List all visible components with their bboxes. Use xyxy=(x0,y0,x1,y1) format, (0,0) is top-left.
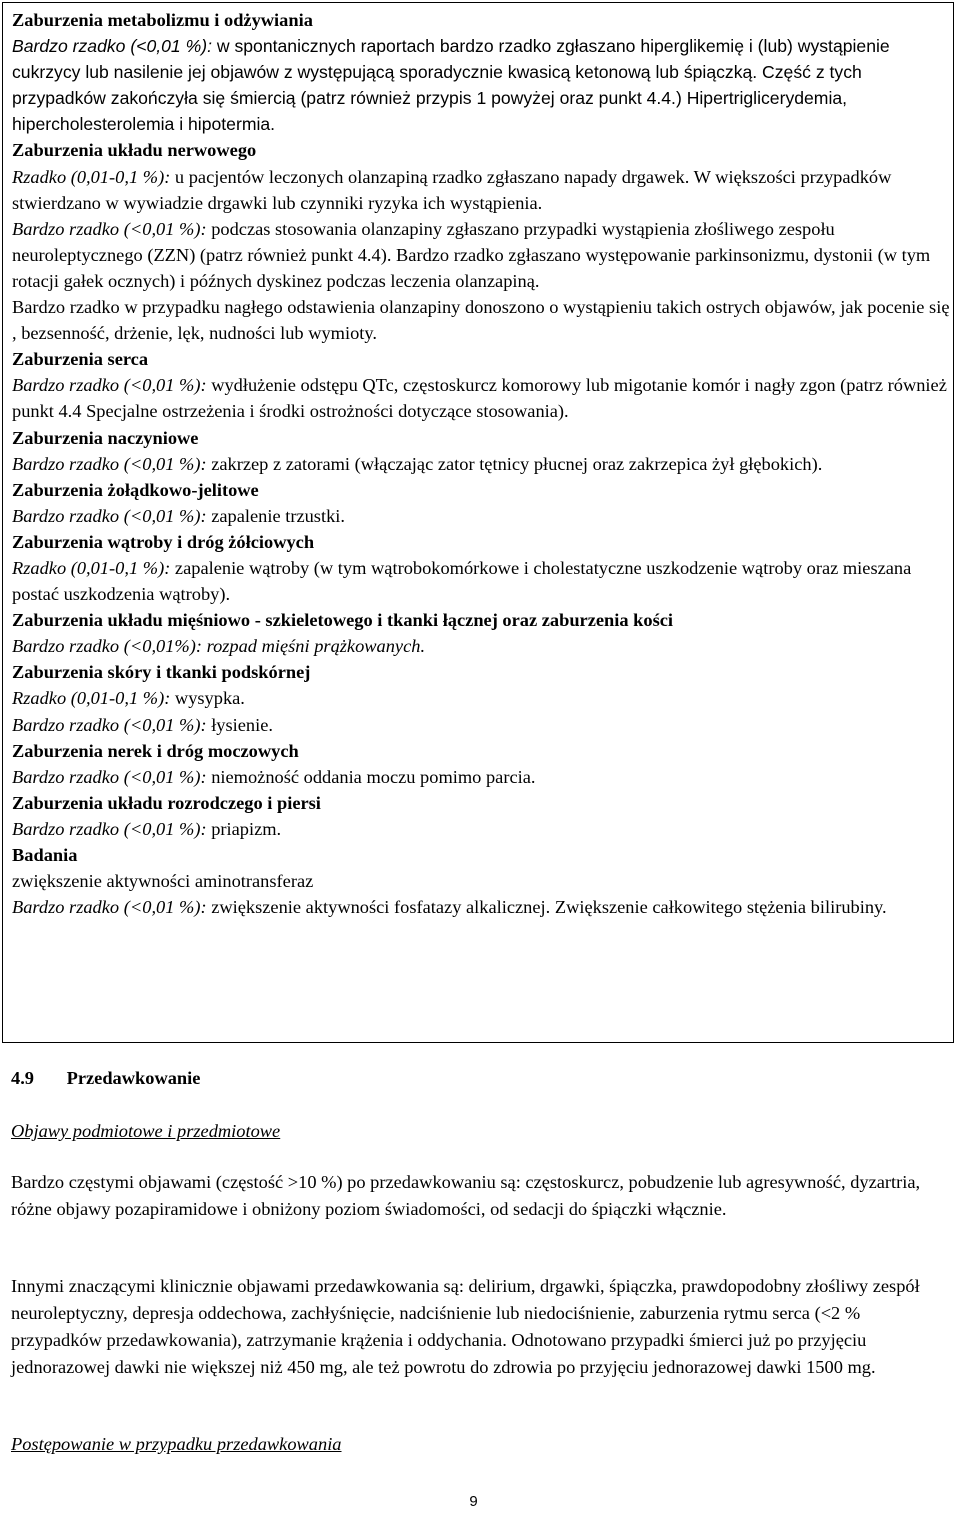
reaction-text: zwiększenie aktywności aminotransferaz xyxy=(12,871,314,892)
frequency-label: Bardzo rzadko (<0,01 %): xyxy=(12,766,207,787)
reaction-entry xyxy=(12,216,953,294)
reaction-text: zakrzep z zatorami (włączając zator tętnicy płucnej oraz zakrzepica żył głębokich). xyxy=(206,453,823,474)
frequency-label: Bardzo rzadko (<0,01 %): xyxy=(12,897,207,918)
reaction-text: zapalenie trzustki. xyxy=(206,505,345,526)
organ-class-heading: Zaburzenia wątroby i dróg żółciowych xyxy=(12,531,315,552)
organ-class-heading: Zaburzenia układu mięśniowo - szkieletowego i tkanki łącznej oraz zaburzenia kości xyxy=(12,610,674,631)
organ-class-heading: Zaburzenia naczyniowe xyxy=(12,427,199,448)
subheading-management-text: Postępowanie w przypadku przedawkowania xyxy=(11,1434,342,1454)
reaction-text: Bardzo rzadko w przypadku nagłego odstawienia olanzapiny donoszono o wystąpieniu takich ostrych objawów, jak pocenie się , bezsenność, drżenie, lęk, nudności lub wymioty. xyxy=(12,297,950,344)
reaction-text: niemożność oddania moczu pomimo parcia. xyxy=(206,766,536,787)
section-title: Przedawkowanie xyxy=(66,1068,201,1088)
reaction-text: podczas stosowania olanzapiny zgłaszano przypadki wystąpienia złośliwego zespołu neuroleptycznego (ZZN) (patrz również punkt 4.4). Bardzo rzadko zgłaszano występowanie parkinsonizmu, dystonii (w tym rotacji gałek ocznych) i późnych dyskinez podczas leczenia olanzapiną. xyxy=(12,218,931,291)
frequency-label: Bardzo rzadko (<0,01 %): xyxy=(12,818,207,839)
page-number: 9 xyxy=(469,1493,478,1510)
frequency-label: Bardzo rzadko (<0,01 %): xyxy=(12,714,207,735)
organ-class-heading: Zaburzenia układu rozrodczego i piersi xyxy=(12,792,321,813)
reaction-entry xyxy=(12,451,953,477)
reaction-text: zwiększenie aktywności fosfatazy alkalicznej. Zwiększenie całkowitego stężenia bilirubiny. xyxy=(206,897,887,918)
frequency-label: Rzadko (0,01-0,1 %): xyxy=(12,557,171,578)
reaction-text: u pacjentów leczonych olanzapiną rzadko zgłaszano napady drgawek. W większości przypadków stwierdzano w wywiadzie drgawki lub czynniki ryzyka ich wystąpienia. xyxy=(12,166,892,213)
reaction-text: wysypka. xyxy=(170,688,245,709)
frequency-label: Bardzo rzadko (<0,01 %): xyxy=(12,453,207,474)
reaction-entry xyxy=(12,555,953,607)
frequency-label: Bardzo rzadko (<0,01 %): xyxy=(12,218,207,239)
frequency-label: Bardzo rzadko (<0,01 %): xyxy=(12,36,212,57)
organ-class-heading: Zaburzenia układu nerwowego xyxy=(12,140,257,161)
organ-class-heading: Badania xyxy=(12,845,78,865)
reaction-text: zapalenie wątroby (w tym wątrobokomórkowe i cholestatyczne uszkodzenie wątroby oraz mieszana postać uszkodzenia wątroby). xyxy=(12,557,912,605)
organ-class-heading: Zaburzenia żołądkowo-jelitowe xyxy=(12,479,259,500)
section-heading xyxy=(11,1065,200,1091)
frequency-label: Bardzo rzadko (<0,01 %): xyxy=(12,375,207,396)
reaction-text: priapizm. xyxy=(206,818,282,839)
organ-class-heading: Zaburzenia metabolizmu i odżywiania xyxy=(12,10,313,30)
organ-class-heading: Zaburzenia skóry i tkanki podskórnej xyxy=(12,662,311,683)
subheading-symptoms-text: Objawy podmiotowe i przedmiotowe xyxy=(11,1121,281,1141)
reaction-entry xyxy=(12,685,953,711)
overdose-paragraph-1: Bardzo częstymi objawami (częstość >10 %) po przedawkowaniu są: częstoskurcz, pobudzenie lub agresywność, dyzartria, różne objawy pozapiramidowe i obniżony poziom świadomości, od sedacji do śpiączki włącznie. xyxy=(11,1172,921,1219)
subheading-symptoms xyxy=(11,1118,280,1144)
overdose-paragraph-2: Innymi znaczącymi klinicznie objawami przedawkowania są: delirium, drgawki, śpiączka, prawdopodobny złośliwy zespół neuroleptyczny, depresja oddechowa, zachłyśnięcie, nadciśnienie lub niedociśnienie, zaburzenia rytmu serca (<2 % przypadków przedawkowania), zatrzymanie krążenia i oddychania. Odnotowano przypadki śmierci już po przyjęciu jednorazowej dawki nie większej niż 450 mg, ale też powrotu do zdrowia po przyjęciu jednorazowej dawki 1500 mg. xyxy=(11,1276,920,1377)
reaction-text: wydłużenie odstępu QTc, częstoskurcz komorowy lub migotanie komór i nagły zgon (patrz również punkt 4.4 Specjalne ostrzeżenia i środki ostrożności dotyczące stosowania). xyxy=(12,375,947,422)
section-number: 4.9 xyxy=(11,1068,34,1088)
reaction-text: łysienie. xyxy=(206,714,273,735)
frequency-label: Bardzo rzadko (<0,01 %): xyxy=(12,505,207,526)
subheading-management xyxy=(11,1431,342,1457)
reaction-entry xyxy=(12,164,953,216)
reaction-entry xyxy=(12,503,953,529)
reaction-entry xyxy=(12,633,953,659)
reaction-entry xyxy=(12,894,953,920)
frequency-label: Rzadko (0,01-0,1 %): xyxy=(12,166,171,187)
reaction-entry xyxy=(12,816,953,842)
adverse-reactions-table xyxy=(2,2,954,1043)
organ-class-heading: Zaburzenia nerek i dróg moczowych xyxy=(12,740,299,761)
reaction-entry xyxy=(12,372,953,424)
frequency-label: Rzadko (0,01-0,1 %): xyxy=(12,688,171,709)
reaction-entry xyxy=(12,764,953,790)
reaction-entry xyxy=(12,712,953,738)
reaction-entry xyxy=(12,33,953,137)
organ-class-heading: Zaburzenia serca xyxy=(12,349,149,370)
frequency-label: Bardzo rzadko (<0,01%): rozpad mięśni prążkowanych. xyxy=(12,636,426,657)
reaction-entry xyxy=(12,294,953,346)
reaction-text: w spontanicznych raportach bardzo rzadko zgłaszano hiperglikemię i (lub) wystąpienie cukrzycy lub nasilenie jej objawów z występującą sporadycznie kwasicą ketonową lub śpiączką. Część z tych przypadków zakończyła się śmiercią (patrz również przypis 1 powyżej oraz punkt 4.4.) Hipertriglicerydemia, hipercholesterolemia i hipotermia. xyxy=(12,36,890,135)
reaction-entry xyxy=(12,868,953,894)
